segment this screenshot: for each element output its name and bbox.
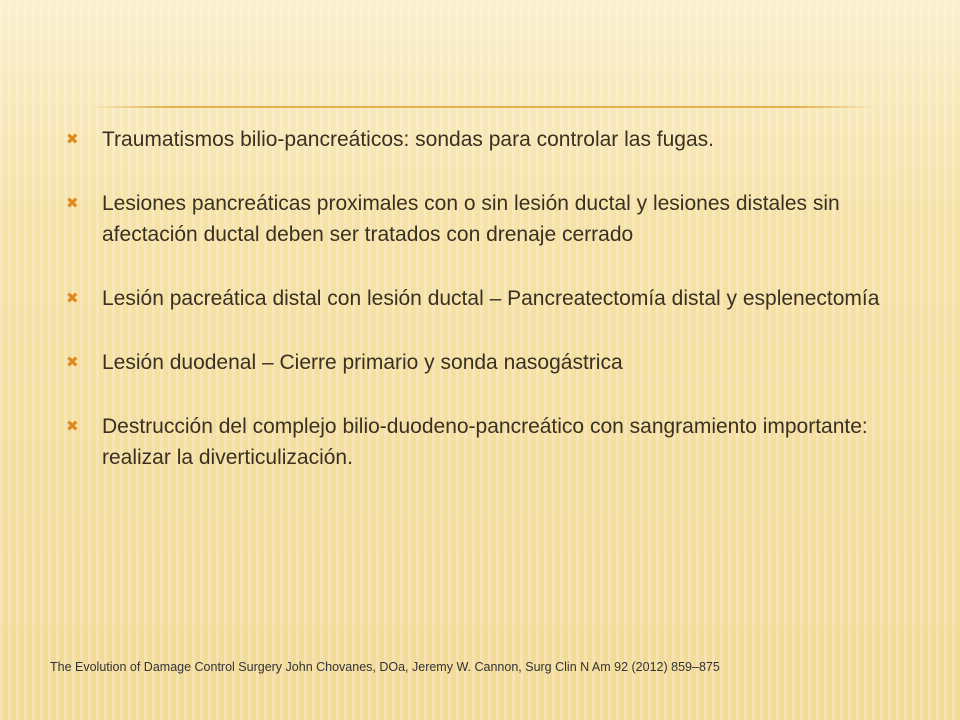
list-item: [62, 347, 902, 378]
bullet-text: Lesión pacreática distal con lesión ductal – Pancreatectomía distal y esplenectomía: [102, 287, 880, 310]
x-mark-icon: ✖: [66, 417, 79, 435]
x-mark-icon: ✖: [66, 289, 79, 307]
x-mark-icon: ✖: [66, 194, 79, 212]
bullet-text: Lesiones pancreáticas proximales con o sin lesión ductal y lesiones distales sin afectación ductal deben ser tratados con drenaje cerrado: [102, 192, 840, 246]
list-item: [62, 283, 902, 314]
list-item: [62, 188, 902, 250]
divider-line: [88, 106, 878, 108]
bullet-text: Traumatismos bilio-pancreáticos: sondas para controlar las fugas.: [102, 128, 715, 151]
x-mark-icon: ✖: [66, 353, 79, 371]
list-item: [62, 124, 902, 155]
citation: The Evolution of Damage Control Surgery John Chovanes, DOa, Jeremy W. Cannon, Surg Clin N Am 92 (2012) 859–875: [50, 660, 720, 674]
bullet-text: Lesión duodenal – Cierre primario y sonda nasogástrica: [102, 351, 623, 374]
x-mark-icon: ✖: [66, 130, 79, 148]
bullet-text: Destrucción del complejo bilio-duodeno-pancreático con sangramiento importante: realizar la diverticulización.: [102, 415, 868, 469]
list-item: [62, 411, 902, 473]
bullet-list: [62, 124, 902, 506]
